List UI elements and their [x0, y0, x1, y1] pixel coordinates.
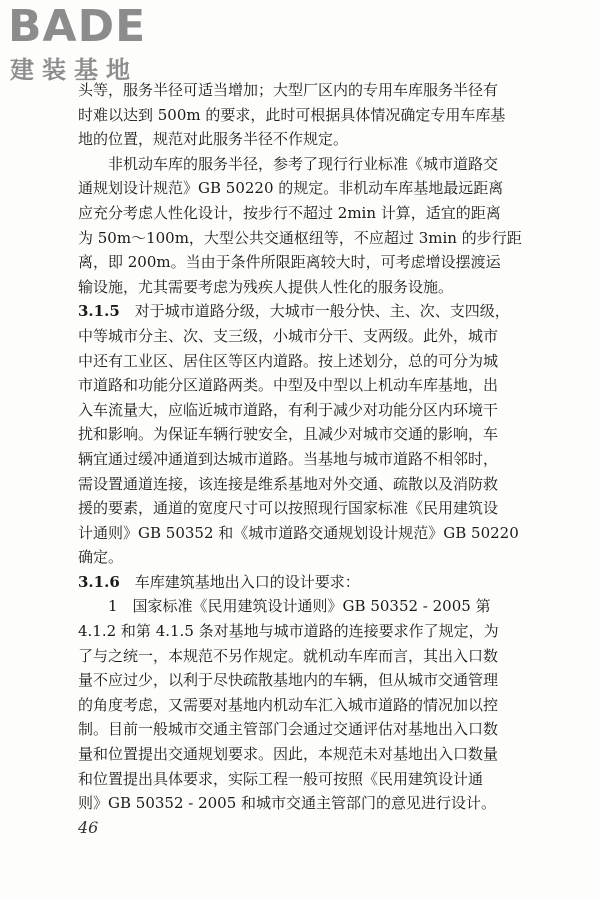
line-text: 输设施，尤其需要考虑为残疾人提供人性化的服务设施。	[78, 277, 454, 296]
line-text: 通规划设计规范》GB 50220 的规定。非机动车库基地最远距离	[78, 179, 504, 198]
line-text: 头等，服务半径可适当增加；大型厂区内的专用车库服务半径有	[78, 81, 499, 99]
line-text: 中还有工业区、居住区等区内道路。按上述划分，总的可分为城	[78, 351, 499, 370]
text-line	[78, 324, 548, 349]
line-text: 为 50m～100m，大型公共交通枢纽等，不应超过 3min 的步行距	[78, 228, 522, 247]
line-text: 制。目前一般城市交通主管部门会通过交通评估对基地出入口数	[78, 720, 499, 739]
text-line	[78, 619, 548, 644]
text-line	[78, 644, 548, 669]
line-text: 辆宜通过缓冲通道到达城市道路。当基地与城市道路不相邻时，	[78, 449, 499, 468]
line-text: 量和位置提出交通规划要求。因此，本规范未对基地出入口数量	[78, 745, 499, 764]
text-line	[78, 767, 548, 792]
line-text: 地的位置，规范对此服务半径不作规定。	[78, 130, 349, 149]
text-line	[78, 349, 548, 374]
line-text: 市道路和功能分区道路两类。中型及中型以上机动车库基地，出	[78, 376, 499, 395]
line-text: 4.1.2 和第 4.1.5 条对基地与城市道路的连接要求作了规定，为	[78, 622, 499, 641]
text-line	[78, 545, 548, 570]
text-line	[78, 226, 548, 251]
text-line	[78, 447, 548, 472]
text-line	[78, 521, 548, 546]
text-line	[78, 472, 548, 497]
page-number: 46	[78, 818, 99, 837]
line-text: 量不应过少，以利于尽快疏散基地内的车辆，但从城市交通管理	[78, 671, 499, 690]
section-number: 3.1.5	[78, 302, 120, 321]
line-text: 计通则》GB 50352 和《城市道路交通规划设计规范》GB 50220	[78, 523, 519, 542]
line-text: 援的要素，通道的宽度尺寸可以按照现行国家标准《民用建筑设	[78, 499, 499, 518]
logo-chinese-text: 建装基地	[10, 56, 138, 84]
text-line	[78, 176, 548, 201]
line-text: 应充分考虑人性化设计，按步行不超过 2min 计算，适宜的距离	[78, 203, 501, 222]
line-text: 离，即 200m。当由于条件所限距离较大时，可考虑增设摆渡运	[78, 253, 501, 272]
line-text: 中等城市分主、次、支三级，小城市分干、支两级。此外，城市	[78, 326, 499, 345]
text-line	[78, 594, 548, 619]
text-line	[78, 496, 548, 521]
line-text: 非机动车库的服务半径，参考了现行行业标准《城市道路交	[108, 154, 499, 173]
text-line	[78, 570, 548, 595]
text-line	[78, 742, 548, 767]
text-line	[78, 103, 548, 128]
document-body	[78, 78, 548, 816]
line-text: 需设置通道连接，该连接是维系基地对外交通、疏散以及消防救	[78, 474, 499, 493]
text-line	[78, 78, 548, 103]
line-text: 对于城市道路分级，大城市一般分快、主、次、支四级，	[134, 302, 510, 321]
line-text: 扰和影响。为保证车辆行驶安全，且减少对城市交通的影响，车	[78, 425, 499, 444]
line-text: 1 国家标准《民用建筑设计通则》GB 50352 - 2005 第	[108, 597, 491, 616]
text-line	[78, 250, 548, 275]
line-text: 车库建筑基地出入口的设计要求：	[134, 572, 360, 591]
text-line	[78, 668, 548, 693]
text-line	[78, 127, 548, 152]
line-text: 入车流量大，应临近城市道路，有利于减少对功能分区内环境干	[78, 400, 499, 419]
text-line	[78, 693, 548, 718]
text-line	[78, 373, 548, 398]
section-number: 3.1.6	[78, 572, 120, 591]
line-text: 时难以达到 500m 的要求，此时可根据具体情况确定专用车库基	[78, 105, 506, 124]
logo-wordmark: BADE	[8, 1, 147, 52]
text-line	[78, 201, 548, 226]
line-text: 确定。	[78, 548, 124, 567]
text-line	[78, 152, 548, 177]
text-line	[78, 275, 548, 300]
text-line	[78, 398, 548, 423]
text-line	[78, 299, 548, 324]
text-line	[78, 791, 548, 816]
line-text: 的角度考虑，又需要对基地内机动车汇入城市道路的情况加以控	[78, 695, 499, 714]
text-line	[78, 422, 548, 447]
line-text: 了与之统一，本规范不另作规定。就机动车库而言，其出入口数	[78, 646, 499, 665]
text-line	[78, 717, 548, 742]
bade-logo	[8, 1, 198, 88]
line-text: 则》GB 50352 - 2005 和城市交通主管部门的意见进行设计。	[78, 794, 497, 813]
line-text: 和位置提出具体要求，实际工程一般可按照《民用建筑设计通	[78, 769, 484, 788]
